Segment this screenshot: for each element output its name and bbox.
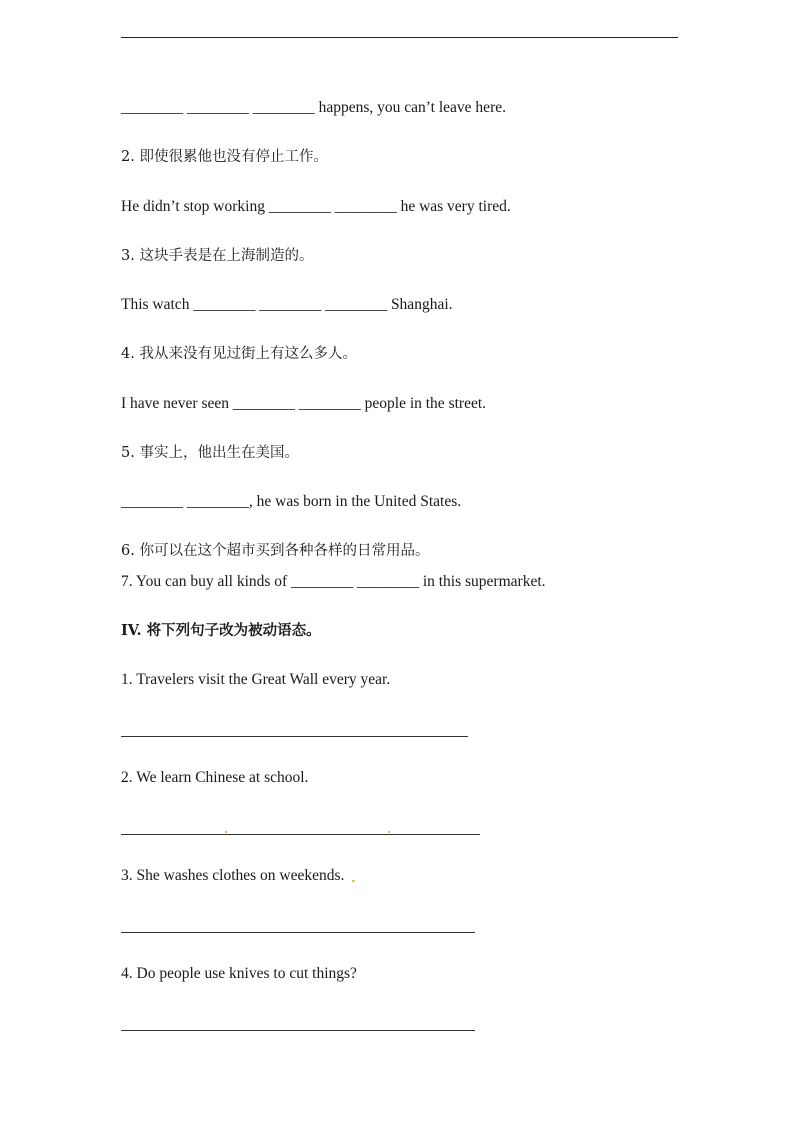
edit-mark xyxy=(225,831,227,833)
passive-item-2-prompt: 2. We learn Chinese at school. xyxy=(121,769,309,786)
passive-item-1-prompt: 1. Travelers visit the Great Wall every year. xyxy=(121,671,391,688)
translation-2-english: He didn’t stop working ________ ________ he was very tired. xyxy=(121,198,511,215)
translation-6-chinese: 6. 你可以在这个超市买到各种各样的日常用品。 xyxy=(121,543,430,559)
passive-item-3-answer-line[interactable] xyxy=(121,932,475,933)
passive-item-4-prompt: 4. Do people use knives to cut things? xyxy=(121,965,357,982)
translation-2-chinese: 2. 即使很累他也没有停止工作。 xyxy=(121,149,328,165)
edit-mark xyxy=(352,880,355,882)
passive-item-2-answer-line[interactable] xyxy=(121,834,480,835)
passive-item-4-answer-line[interactable] xyxy=(121,1030,475,1031)
translation-5-english: ________ ________, he was born in the United States. xyxy=(121,493,462,510)
passive-item-3-prompt: 3. She washes clothes on weekends. xyxy=(121,867,345,884)
translation-3-english: This watch ________ ________ ________ Shanghai. xyxy=(121,296,453,313)
translation-1-english: ________ ________ ________ happens, you can’t leave here. xyxy=(121,99,506,116)
section-iv-heading: IV. 将下列句子改为被动语态。 xyxy=(121,622,321,639)
translation-3-chinese: 3. 这块手表是在上海制造的。 xyxy=(121,248,314,264)
translation-4-chinese: 4. 我从来没有见过街上有这么多人。 xyxy=(121,346,357,362)
translation-7-english: 7. You can buy all kinds of ________ ________ in this supermarket. xyxy=(121,573,546,590)
edit-mark xyxy=(388,831,390,833)
translation-4-english: I have never seen ________ ________ people in the street. xyxy=(121,395,487,412)
page-header-rule xyxy=(121,37,678,38)
passive-item-1-answer-line[interactable] xyxy=(121,736,468,737)
translation-5-chinese: 5. 事实上，他出生在美国。 xyxy=(121,445,299,461)
